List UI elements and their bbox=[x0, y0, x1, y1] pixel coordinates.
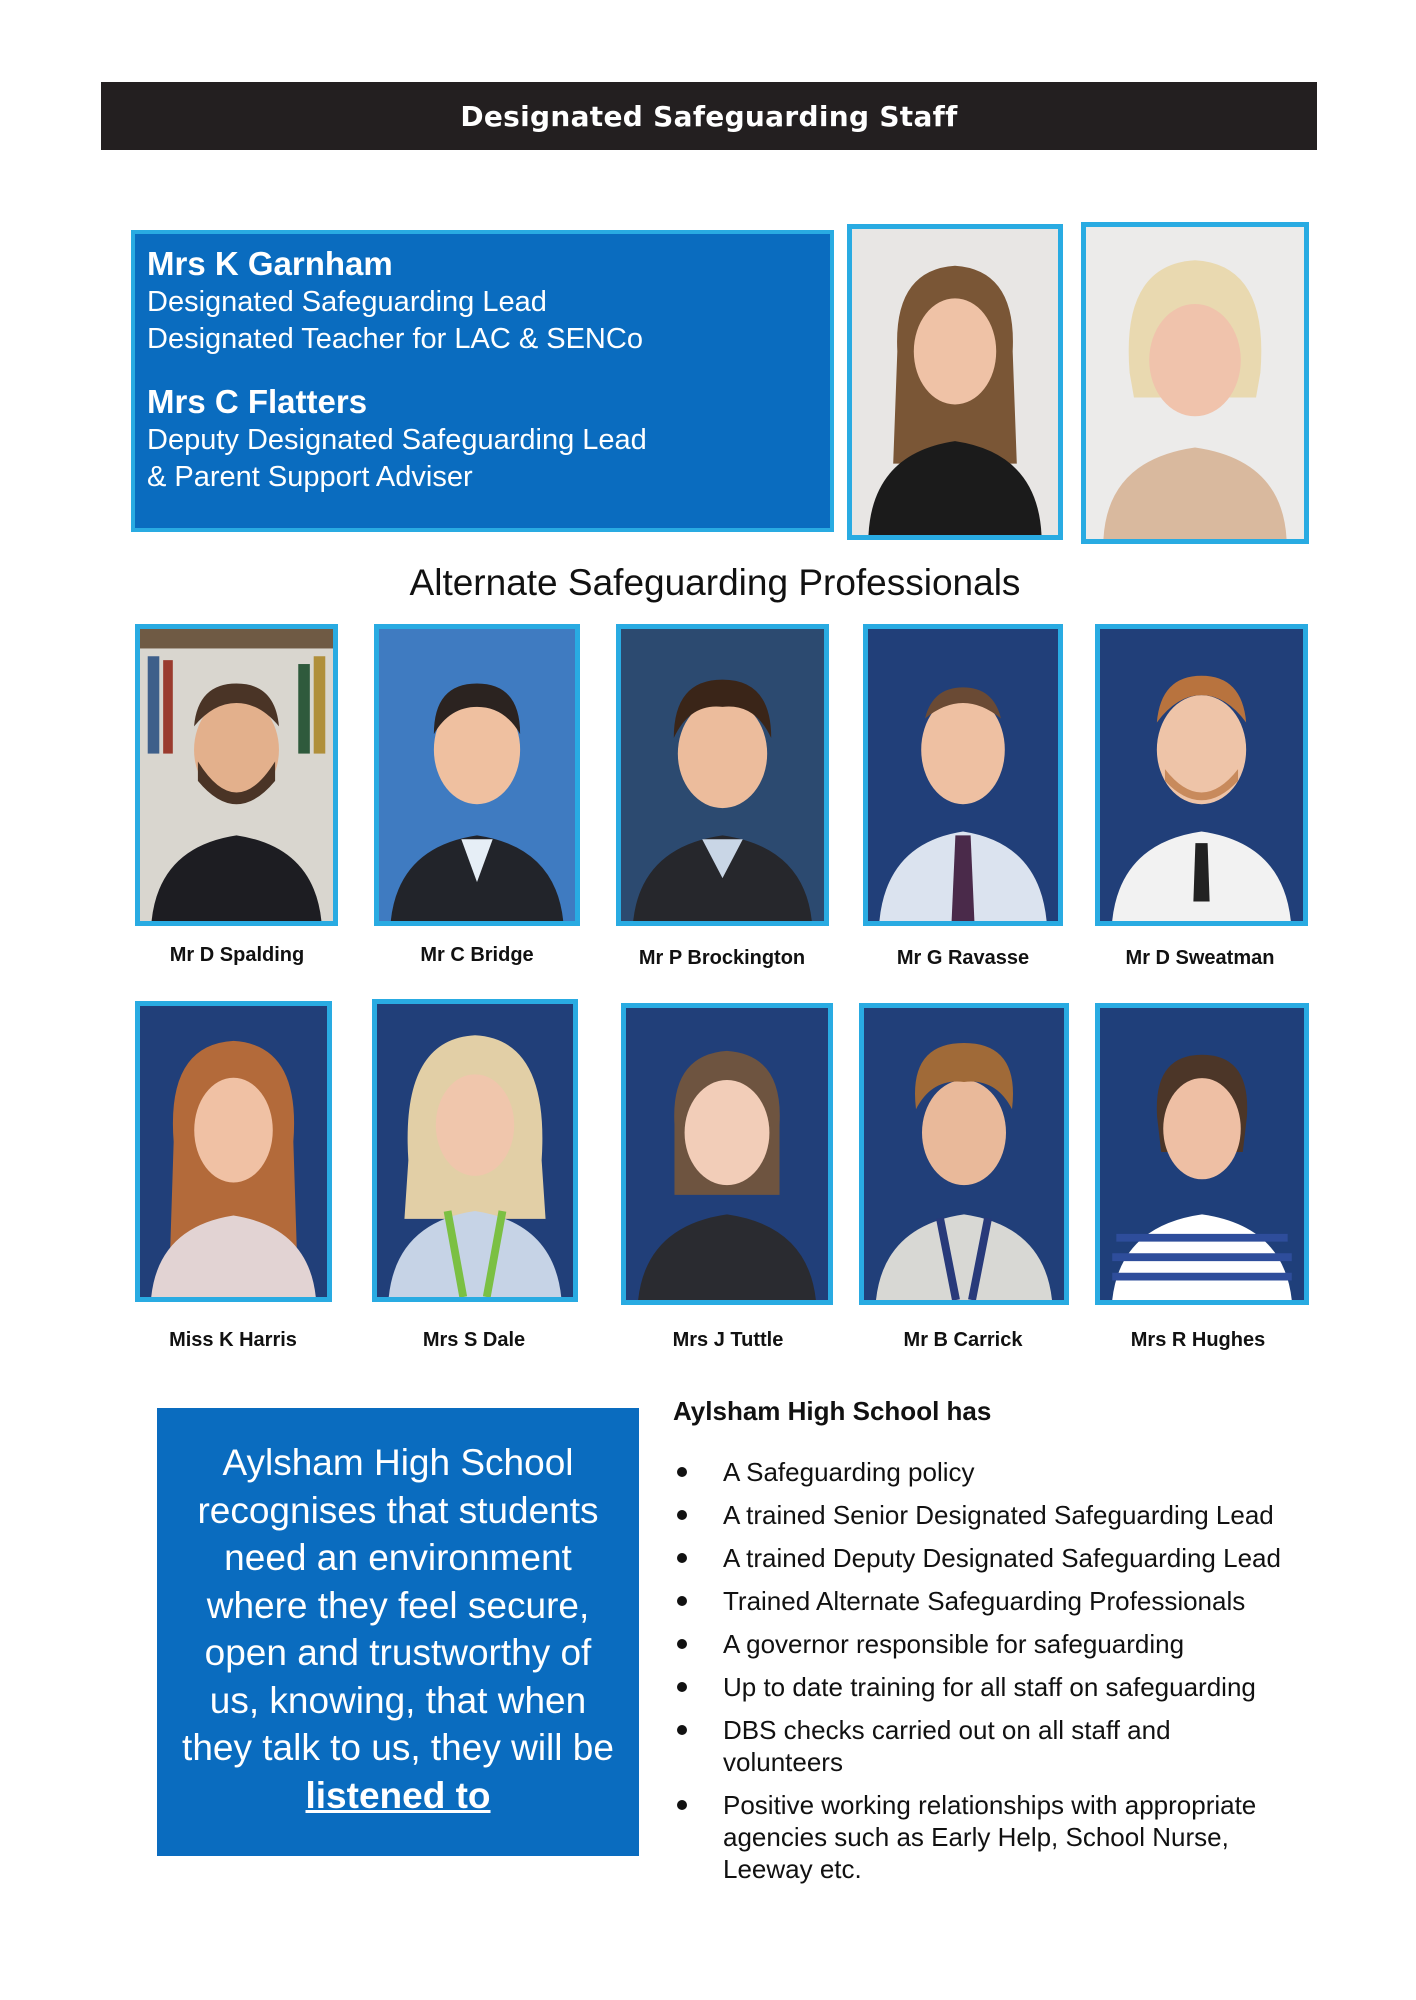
statement-line: they talk to us, they will be bbox=[182, 1727, 614, 1768]
list-item: Positive working relationships with appropriate agencies such as Early Help, School Nurse, Leeway etc. bbox=[673, 1789, 1313, 1885]
list-heading: Aylsham High School has bbox=[673, 1396, 992, 1426]
page-header-bar bbox=[101, 82, 1317, 150]
staff-name-caption: Mr D Spalding bbox=[169, 944, 305, 966]
staff-role: Deputy Designated Safeguarding Lead bbox=[147, 424, 647, 456]
staff-name-caption: Mr C Bridge bbox=[420, 944, 534, 966]
staff-name-caption: Miss K Harris bbox=[169, 1329, 297, 1351]
staff-photo bbox=[616, 624, 829, 926]
page-title: Designated Safeguarding Staff bbox=[460, 99, 958, 133]
staff-name: Mrs C Flatters bbox=[147, 383, 368, 420]
statement-line: where they feel secure, bbox=[206, 1584, 590, 1626]
staff-photo bbox=[135, 1001, 332, 1302]
list-item: DBS checks carried out on all staff and volunteers bbox=[673, 1714, 1243, 1778]
statement-line: recognises that students bbox=[197, 1489, 599, 1531]
list-item: A governor responsible for safeguarding bbox=[673, 1628, 1353, 1660]
staff-name-caption: Mr D Sweatman bbox=[1125, 947, 1275, 969]
staff-role: Designated Teacher for LAC & SENCo bbox=[147, 323, 643, 355]
staff-name: Mrs K Garnham bbox=[147, 245, 393, 282]
provision-list bbox=[673, 1456, 1353, 1896]
designated-staff-box bbox=[131, 230, 834, 532]
staff-photo bbox=[1095, 624, 1308, 926]
staff-photo bbox=[863, 624, 1063, 926]
list-item: A trained Senior Designated Safeguarding Lead bbox=[673, 1499, 1353, 1531]
staff-photo bbox=[135, 624, 338, 926]
statement-line: open and trustworthy of bbox=[204, 1632, 592, 1673]
statement-line: us, knowing, that when bbox=[209, 1679, 587, 1721]
staff-photo bbox=[1095, 1003, 1309, 1305]
staff-photo bbox=[859, 1003, 1069, 1305]
staff-name-caption: Mrs S Dale bbox=[422, 1329, 526, 1351]
statement-line: Aylsham High School bbox=[222, 1442, 574, 1483]
staff-name-caption: Mr P Brockington bbox=[638, 947, 806, 969]
list-item: Up to date training for all staff on safeguarding bbox=[673, 1671, 1353, 1703]
staff-name-caption: Mr B Carrick bbox=[903, 1329, 1023, 1351]
list-item: A Safeguarding policy bbox=[673, 1456, 1353, 1488]
section-title: Alternate Safeguarding Professionals bbox=[409, 562, 1021, 603]
statement-emphasis: listened to bbox=[305, 1774, 491, 1816]
staff-photo bbox=[847, 224, 1063, 540]
list-item: A trained Deputy Designated Safeguarding Lead bbox=[673, 1542, 1353, 1574]
statement-box bbox=[157, 1408, 639, 1856]
staff-name-caption: Mrs R Hughes bbox=[1130, 1329, 1266, 1351]
staff-photo bbox=[374, 624, 580, 926]
staff-photo bbox=[1081, 222, 1309, 544]
list-item: Trained Alternate Safeguarding Professionals bbox=[673, 1585, 1353, 1617]
statement-line: need an environment bbox=[224, 1537, 572, 1578]
staff-name-caption: Mr G Ravasse bbox=[896, 947, 1030, 969]
staff-role: & Parent Support Adviser bbox=[147, 461, 473, 493]
staff-name-caption: Mrs J Tuttle bbox=[672, 1329, 784, 1351]
staff-role: Designated Safeguarding Lead bbox=[147, 286, 547, 318]
staff-photo bbox=[621, 1003, 833, 1305]
staff-photo bbox=[372, 999, 578, 1302]
